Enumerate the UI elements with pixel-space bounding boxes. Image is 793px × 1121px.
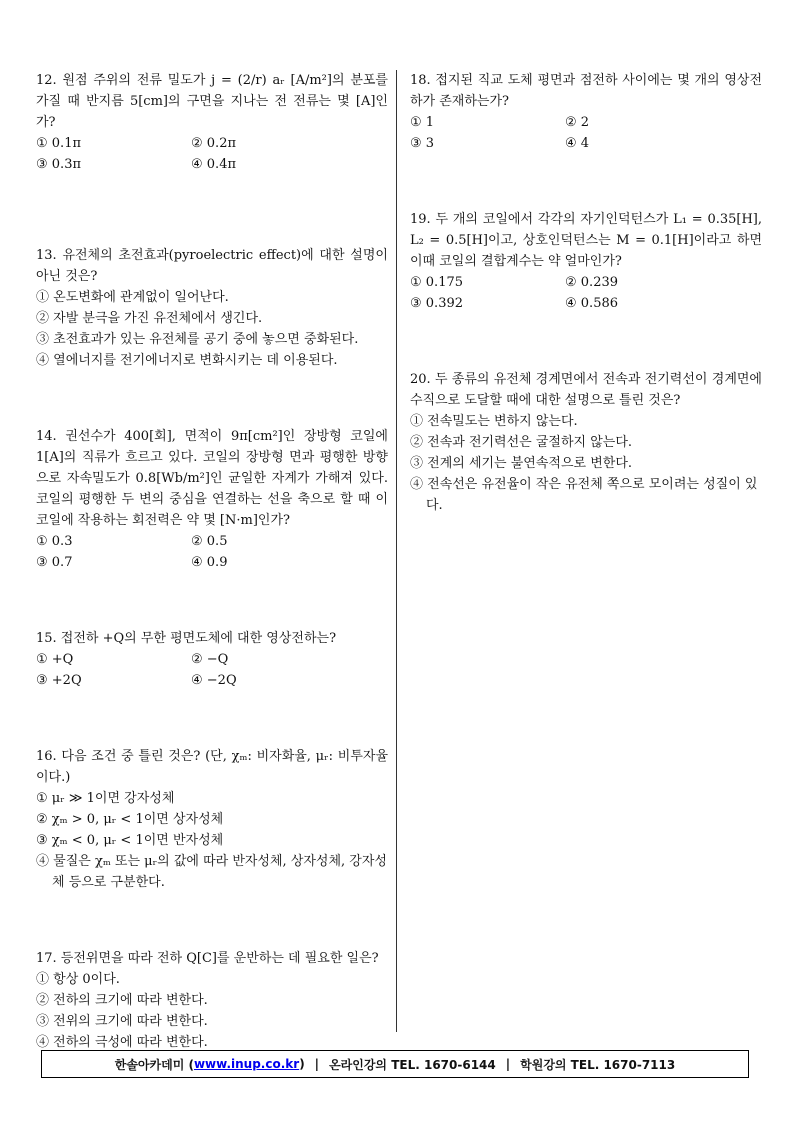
option-4[interactable]: ④ 열에너지를 전기에너지로 변화시키는 데 이용된다.: [36, 353, 338, 368]
question-text: 16. 다음 조건 중 틀린 것은? (단, χₘ: 비자화율, μᵣ: 비투자율이다.): [36, 749, 388, 785]
option-1[interactable]: ① 0.1π: [36, 136, 82, 151]
question-13: [36, 245, 388, 371]
question-20: [410, 369, 762, 516]
academy-name-close: ): [299, 1057, 305, 1071]
options: [36, 969, 388, 1053]
options: [36, 788, 388, 893]
options: [36, 287, 388, 371]
question-text: 20. 두 종류의 유전체 경계면에서 전속과 전기력선이 경계면에 수직으로 도달할 때에 대한 설명으로 틀린 것은?: [410, 372, 762, 408]
option-4[interactable]: ④ 4: [565, 136, 590, 151]
right-column: [410, 70, 762, 516]
option-3[interactable]: ③ 3: [410, 136, 435, 151]
academy-link[interactable]: www.inup.co.kr: [193, 1057, 300, 1071]
question-16: [36, 746, 388, 893]
question-text: 18. 접지된 직교 도체 평면과 점전하 사이에는 몇 개의 영상전하가 존재하는가?: [410, 73, 762, 109]
option-1[interactable]: ① 항상 0이다.: [36, 972, 120, 987]
option-2[interactable]: ② 전속과 전기력선은 굴절하지 않는다.: [410, 435, 633, 450]
option-3[interactable]: ③ 초전효과가 있는 유전체를 공기 중에 놓으면 중화된다.: [36, 332, 359, 347]
question-18: [410, 70, 762, 154]
options: [36, 649, 388, 691]
option-1[interactable]: ① 1: [410, 115, 435, 130]
question-text: 13. 유전체의 초전효과(pyroelectric effect)에 대한 설명이 아닌 것은?: [36, 248, 388, 284]
question-17: [36, 948, 388, 1053]
option-2[interactable]: ② 0.2π: [191, 136, 237, 151]
option-2[interactable]: ② 자발 분극을 가진 유전체에서 생긴다.: [36, 311, 263, 326]
question-text: 12. 원점 주위의 전류 밀도가 j = (2/r) aᵣ [A/m²]의 분포를 가질 때 반지름 5[cm]의 구면을 지나는 전 전류는 몇 [A]인가?: [36, 73, 388, 130]
options: [410, 411, 762, 516]
option-2[interactable]: ② 전하의 크기에 따라 변한다.: [36, 993, 208, 1008]
option-4[interactable]: ④ 물질은 χₘ 또는 μᵣ의 값에 따라 반자성체, 상자성체, 강자성체 등으로 구분한다.: [36, 854, 387, 890]
option-2[interactable]: ② 0.239: [565, 275, 619, 290]
footer-separator: |: [505, 1057, 511, 1071]
option-3[interactable]: ③ 0.7: [36, 555, 73, 570]
option-1[interactable]: ① 전속밀도는 변하지 않는다.: [410, 414, 578, 429]
options: [410, 272, 762, 314]
option-4[interactable]: ④ −2Q: [191, 673, 237, 688]
academy-name: 한솔아카데미 (: [114, 1057, 194, 1072]
option-4[interactable]: ④ 전하의 극성에 따라 변한다.: [36, 1035, 208, 1050]
question-12: [36, 70, 388, 175]
option-1[interactable]: ① 0.3: [36, 534, 73, 549]
question-19: [410, 209, 762, 314]
option-2[interactable]: ② χₘ > 0, μᵣ < 1이면 상자성체: [36, 812, 224, 827]
option-3[interactable]: ③ 전계의 세기는 불연속적으로 변한다.: [410, 456, 633, 471]
option-1[interactable]: ① +Q: [36, 652, 74, 667]
online-phone: 온라인강의 TEL. 1670-6144: [329, 1057, 496, 1072]
option-1[interactable]: ① 0.175: [410, 275, 464, 290]
footer-separator: |: [314, 1057, 320, 1071]
option-4[interactable]: ④ 0.9: [191, 555, 228, 570]
option-3[interactable]: ③ 0.3π: [36, 157, 82, 172]
question-text: 19. 두 개의 코일에서 각각의 자기인덕턴스가 L₁ = 0.35[H], L₂ = 0.5[H]이고, 상호인덕턴스는 M = 0.1[H]이라고 하면 이때 코일의 결합계수는 약 얼마인가?: [410, 212, 762, 269]
option-3[interactable]: ③ χₘ < 0, μᵣ < 1이면 반자성체: [36, 833, 224, 848]
option-4[interactable]: ④ 0.4π: [191, 157, 237, 172]
left-column: [36, 70, 388, 1053]
question-text: 17. 등전위면을 따라 전하 Q[C]를 운반하는 데 필요한 일은?: [36, 951, 379, 966]
option-2[interactable]: ② −Q: [191, 652, 229, 667]
question-14: [36, 426, 388, 573]
question-text: 15. 접전하 +Q의 무한 평면도체에 대한 영상전하는?: [36, 631, 337, 646]
offline-phone: 학원강의 TEL. 1670-7113: [520, 1057, 676, 1072]
option-1[interactable]: ① 온도변화에 관계없이 일어난다.: [36, 290, 229, 305]
option-3[interactable]: ③ +2Q: [36, 673, 82, 688]
option-4[interactable]: ④ 0.586: [565, 296, 619, 311]
question-text: 14. 권선수가 400[회], 면적이 9π[cm²]인 장방형 코일에 1[A]의 직류가 흐르고 있다. 코일의 장방형 면과 평행한 방향으로 자속밀도가 0.8[Wb/m²]인 균일한 자계가 가해져 있다. 코일의 평행한 두 변의 중심을 연결하는 선을 축으로 할 때 이 코일에 작용하는 회전력은 약 몇 [N·m]인가?: [36, 429, 388, 528]
column-divider: [396, 70, 397, 1032]
options: [36, 133, 388, 175]
question-15: [36, 628, 388, 691]
option-2[interactable]: ② 0.5: [191, 534, 228, 549]
option-3[interactable]: ③ 0.392: [410, 296, 464, 311]
option-4[interactable]: ④ 전속선은 유전율이 작은 유전체 쪽으로 모이려는 성질이 있다.: [410, 477, 758, 513]
options: [36, 531, 388, 573]
page-footer: [41, 1050, 749, 1078]
option-2[interactable]: ② 2: [565, 115, 590, 130]
option-1[interactable]: ① μᵣ ≫ 1이면 강자성체: [36, 791, 175, 806]
option-3[interactable]: ③ 전위의 크기에 따라 변한다.: [36, 1014, 208, 1029]
options: [410, 112, 762, 154]
